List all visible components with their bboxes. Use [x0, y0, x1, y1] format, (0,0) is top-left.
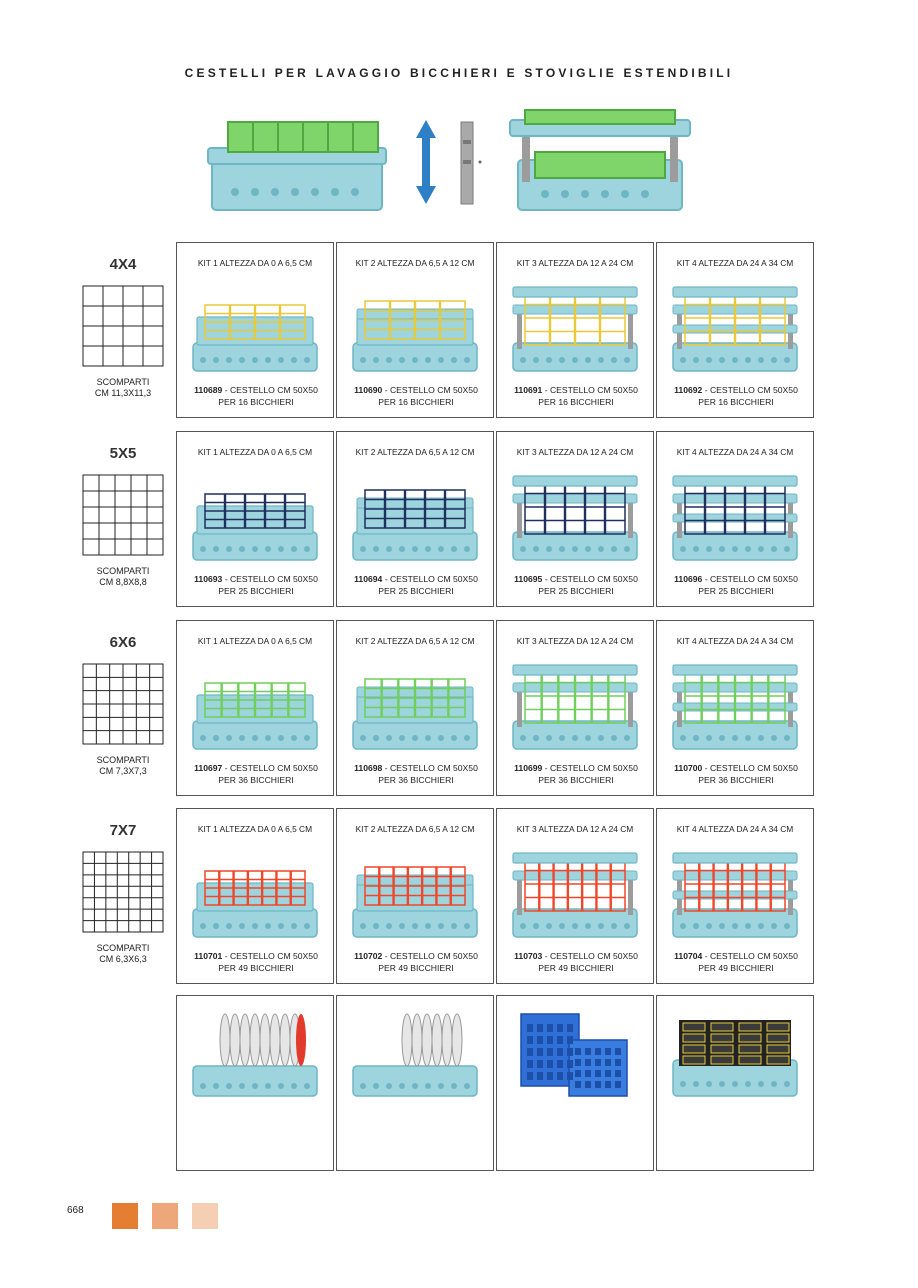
- product-capacity: PER 16 BICCHIERI: [698, 397, 774, 407]
- product-card: [176, 995, 334, 1171]
- kit-height-label: KIT 2 ALTEZZA DA 6,5 A 12 CM: [355, 824, 475, 834]
- product-capacity: PER 49 BICCHIERI: [698, 963, 774, 973]
- compartment-size: CM 8,8X8,8: [99, 577, 147, 587]
- product-card: [336, 995, 494, 1171]
- product-card: [336, 431, 494, 607]
- product-description: CESTELLO CM 50X50: [389, 951, 478, 961]
- rack-product-image: [509, 851, 641, 943]
- product-caption: 110704 - CESTELLO CM 50X50 PER 49 BICCHIERI: [674, 951, 798, 973]
- grid-size-name: 5X5: [109, 445, 137, 462]
- product-description: CESTELLO CM 50X50: [709, 574, 798, 584]
- product-code: 110699: [514, 763, 543, 773]
- product-card: [176, 808, 334, 984]
- product-capacity: PER 16 BICCHIERI: [218, 397, 294, 407]
- rack-product-image: [189, 474, 321, 566]
- kit-height-label: KIT 1 ALTEZZA DA 0 A 6,5 CM: [197, 824, 313, 834]
- product-card: [176, 242, 334, 418]
- product-caption: 110692 - CESTELLO CM 50X50 PER 16 BICCHIERI: [674, 385, 798, 407]
- product-description: CESTELLO CM 50X50: [389, 574, 478, 584]
- product-capacity: PER 36 BICCHIERI: [218, 775, 294, 785]
- product-capacity: PER 16 BICCHIERI: [378, 397, 454, 407]
- kit-height-label: KIT 3 ALTEZZA DA 12 A 24 CM: [516, 447, 634, 457]
- kit-height-label: KIT 4 ALTEZZA DA 24 A 34 CM: [676, 447, 794, 457]
- kit-height-label: KIT 2 ALTEZZA DA 6,5 A 12 CM: [355, 258, 475, 268]
- product-description: CESTELLO CM 50X50: [549, 763, 638, 773]
- collapsed-rack-image: [208, 122, 386, 210]
- grid-size-label: [80, 256, 166, 399]
- product-code: 110702: [354, 951, 383, 961]
- grid-size-label: [80, 822, 166, 965]
- kit-height-label: KIT 3 ALTEZZA DA 12 A 24 CM: [516, 636, 634, 646]
- product-caption: 110703 - CESTELLO CM 50X50 PER 49 BICCHIERI: [514, 951, 638, 973]
- product-code: 110694: [354, 574, 383, 584]
- product-code: 110703: [514, 951, 543, 961]
- kit-height-label: KIT 2 ALTEZZA DA 6,5 A 12 CM: [355, 636, 475, 646]
- grid-compartment-diagram: [82, 474, 164, 556]
- product-code: 110695: [514, 574, 543, 584]
- grid-compartment-diagram: [82, 285, 164, 367]
- product-description: CESTELLO CM 50X50: [229, 951, 318, 961]
- product-caption: 110698 - CESTELLO CM 50X50 PER 36 BICCHIERI: [354, 763, 478, 785]
- product-caption: 110699 - CESTELLO CM 50X50 PER 36 BICCHIERI: [514, 763, 638, 785]
- product-code: 110691: [514, 385, 543, 395]
- product-description: CESTELLO CM 50X50: [389, 763, 478, 773]
- grid-size-name: 7X7: [109, 822, 137, 839]
- product-capacity: PER 49 BICCHIERI: [538, 963, 614, 973]
- product-card: [656, 995, 814, 1171]
- double-arrow-icon: [416, 120, 436, 204]
- product-code: 110698: [354, 763, 383, 773]
- kit-height-label: KIT 1 ALTEZZA DA 0 A 6,5 CM: [197, 636, 313, 646]
- kit-height-label: KIT 1 ALTEZZA DA 0 A 6,5 CM: [197, 447, 313, 457]
- product-card: [336, 620, 494, 796]
- product-caption: 110695 - CESTELLO CM 50X50 PER 25 BICCHIERI: [514, 574, 638, 596]
- rack-product-image: [509, 285, 641, 377]
- cutlery-basket-image: [509, 1010, 641, 1102]
- page-number: 668: [67, 1205, 84, 1216]
- rack-product-image: [669, 285, 801, 377]
- product-caption: 110700 - CESTELLO CM 50X50 PER 36 BICCHIERI: [674, 763, 798, 785]
- extender-post-image: [461, 122, 482, 204]
- product-code: 110697: [194, 763, 223, 773]
- grid-size-name: 6X6: [109, 634, 137, 651]
- product-code: 110693: [194, 574, 223, 584]
- product-description: CESTELLO CM 50X50: [549, 574, 638, 584]
- grid-size-label: [80, 634, 166, 777]
- extended-rack-image: [510, 110, 690, 210]
- rack-product-image: [189, 851, 321, 943]
- kit-height-label: KIT 4 ALTEZZA DA 24 A 34 CM: [676, 636, 794, 646]
- rack-product-image: [669, 851, 801, 943]
- product-caption: 110696 - CESTELLO CM 50X50 PER 25 BICCHIERI: [674, 574, 798, 596]
- product-caption: 110701 - CESTELLO CM 50X50 PER 49 BICCHIERI: [194, 951, 318, 973]
- product-caption: 110702 - CESTELLO CM 50X50 PER 49 BICCHIERI: [354, 951, 478, 973]
- page-title: CESTELLI PER LAVAGGIO BICCHIERI E STOVIGLIE ESTENDIBILI: [184, 66, 734, 80]
- product-capacity: PER 25 BICCHIERI: [538, 586, 614, 596]
- rack-product-image: [189, 285, 321, 377]
- compartment-label: SCOMPARTI: [96, 377, 150, 387]
- product-description: CESTELLO CM 50X50: [709, 763, 798, 773]
- product-capacity: PER 49 BICCHIERI: [218, 963, 294, 973]
- compartment-label: SCOMPARTI: [96, 755, 150, 765]
- rack-product-image: [669, 1010, 801, 1102]
- color-swatch: [152, 1203, 178, 1229]
- product-card: [656, 242, 814, 418]
- rack-product-image: [509, 663, 641, 755]
- product-description: CESTELLO CM 50X50: [709, 951, 798, 961]
- product-capacity: PER 36 BICCHIERI: [378, 775, 454, 785]
- product-caption: 110690 - CESTELLO CM 50X50 PER 16 BICCHIERI: [354, 385, 478, 407]
- color-swatch: [112, 1203, 138, 1229]
- product-description: CESTELLO CM 50X50: [229, 574, 318, 584]
- product-capacity: PER 36 BICCHIERI: [698, 775, 774, 785]
- product-code: 110692: [674, 385, 703, 395]
- product-capacity: PER 49 BICCHIERI: [378, 963, 454, 973]
- rack-product-image: [349, 474, 481, 566]
- product-card: [656, 620, 814, 796]
- compartment-label: SCOMPARTI: [96, 566, 150, 576]
- product-card: [496, 242, 654, 418]
- hero-illustration: [200, 100, 700, 220]
- grid-compartment-diagram: [82, 851, 164, 933]
- compartment-size: CM 6,3X6,3: [99, 954, 147, 964]
- product-code: 110701: [194, 951, 223, 961]
- kit-height-label: KIT 4 ALTEZZA DA 24 A 34 CM: [676, 258, 794, 268]
- grid-size-label: [80, 445, 166, 588]
- rack-product-image: [189, 1010, 321, 1102]
- product-caption: 110694 - CESTELLO CM 50X50 PER 25 BICCHIERI: [354, 574, 478, 596]
- product-code: 110690: [354, 385, 383, 395]
- product-code: 110704: [674, 951, 703, 961]
- product-description: CESTELLO CM 50X50: [549, 385, 638, 395]
- kit-height-label: KIT 2 ALTEZZA DA 6,5 A 12 CM: [355, 447, 475, 457]
- product-caption: 110697 - CESTELLO CM 50X50 PER 36 BICCHIERI: [194, 763, 318, 785]
- product-card: [336, 808, 494, 984]
- kit-height-label: KIT 4 ALTEZZA DA 24 A 34 CM: [676, 824, 794, 834]
- compartment-size: CM 7,3X7,3: [99, 766, 147, 776]
- product-description: CESTELLO CM 50X50: [549, 951, 638, 961]
- product-capacity: PER 25 BICCHIERI: [378, 586, 454, 596]
- product-capacity: PER 36 BICCHIERI: [538, 775, 614, 785]
- rack-product-image: [349, 1010, 481, 1102]
- kit-height-label: KIT 3 ALTEZZA DA 12 A 24 CM: [516, 258, 634, 268]
- product-caption: 110689 - CESTELLO CM 50X50 PER 16 BICCHIERI: [194, 385, 318, 407]
- product-description: CESTELLO CM 50X50: [389, 385, 478, 395]
- product-description: CESTELLO CM 50X50: [709, 385, 798, 395]
- kit-height-label: KIT 1 ALTEZZA DA 0 A 6,5 CM: [197, 258, 313, 268]
- product-caption: 110691 - CESTELLO CM 50X50 PER 16 BICCHIERI: [514, 385, 638, 407]
- compartment-size: CM 11,3X11,3: [94, 388, 152, 398]
- product-caption: 110693 - CESTELLO CM 50X50 PER 25 BICCHIERI: [194, 574, 318, 596]
- product-capacity: PER 16 BICCHIERI: [538, 397, 614, 407]
- rack-product-image: [669, 663, 801, 755]
- product-code: 110696: [674, 574, 703, 584]
- product-card: [336, 242, 494, 418]
- product-capacity: PER 25 BICCHIERI: [698, 586, 774, 596]
- grid-compartment-diagram: [82, 663, 164, 745]
- product-card: [496, 995, 654, 1171]
- product-card: [176, 620, 334, 796]
- product-card: [656, 431, 814, 607]
- product-description: CESTELLO CM 50X50: [229, 385, 318, 395]
- rack-product-image: [349, 285, 481, 377]
- product-code: 110700: [674, 763, 703, 773]
- product-card: [496, 620, 654, 796]
- rack-product-image: [349, 663, 481, 755]
- product-card: [656, 808, 814, 984]
- color-swatch: [192, 1203, 218, 1229]
- rack-product-image: [669, 474, 801, 566]
- product-card: [496, 431, 654, 607]
- product-code: 110689: [194, 385, 223, 395]
- product-card: [496, 808, 654, 984]
- product-card: [176, 431, 334, 607]
- rack-product-image: [189, 663, 321, 755]
- rack-product-image: [509, 474, 641, 566]
- rack-product-image: [349, 851, 481, 943]
- grid-size-name: 4X4: [109, 256, 137, 273]
- kit-height-label: KIT 3 ALTEZZA DA 12 A 24 CM: [516, 824, 634, 834]
- product-capacity: PER 25 BICCHIERI: [218, 586, 294, 596]
- product-description: CESTELLO CM 50X50: [229, 763, 318, 773]
- compartment-label: SCOMPARTI: [96, 943, 150, 953]
